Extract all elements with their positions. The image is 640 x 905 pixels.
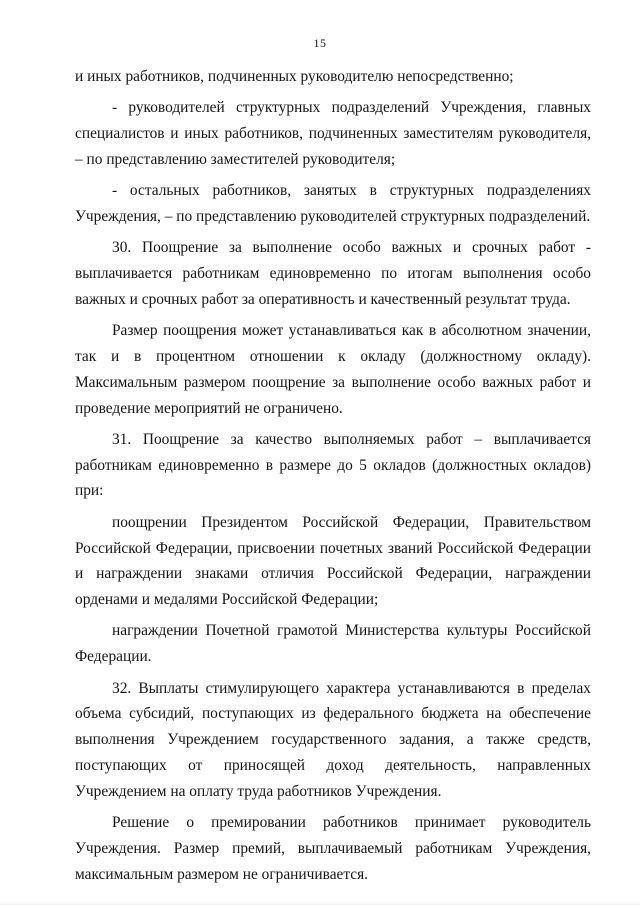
document-body — [75, 64, 591, 893]
paragraph-clause-30: 30. Поощрение за выполнение особо важных и срочных работ - выплачивается работникам единовременно по итогам выполнения особо важных и срочных работ за оперативность и качественный результат труда. — [75, 239, 591, 308]
paragraph-list-item-other-workers: - остальных работников, занятых в структурных подразделениях Учреждения, – по представлению руководителей структурных подразделений. — [75, 182, 591, 225]
paragraph-state-awards: поощрении Президентом Российской Федерации, Правительством Российской Федерации, присвоении почетных званий Российской Федерации и награждении знаками отличия Российской Федерации, награждении орденами и медалями Российской Федерации; — [75, 513, 591, 609]
paragraph-continuation: и иных работников, подчиненных руководителю непосредственно; — [75, 68, 514, 85]
page-number: 15 — [313, 36, 327, 50]
paragraph-clause-32: 32. Выплаты стимулирующего характера устанавливаются в пределах объема субсидий, поступающих из федерального бюджета на обеспечение выполнения Учреждением государственного задания, а также средств, поступающих от приносящей доход деятельность, направленных Учреждением на оплату труда работников Учреждения. — [75, 679, 591, 800]
scan-edge-shadow — [0, 901, 640, 905]
paragraph-clause-31: 31. Поощрение за качество выполняемых работ – выплачивается работникам единовременно в размере до 5 окладов (должностных окладов) при: — [75, 430, 591, 500]
paragraph-ministry-diploma: награждении Почетной грамотой Министерства культуры Российской Федерации. — [75, 622, 591, 666]
paragraph-list-item-structural-heads: - руководителей структурных подразделений Учреждения, главных специалистов и иных работников, подчиненных заместителям руководителя, – по представлению заместителей руководителя; — [75, 99, 591, 168]
paragraph-bonus-size: Размер поощрения может устанавливаться как в абсолютном значении, так и в процентном отношении к окладу (должностному окладу). Максимальным размером поощрение за выполнение особо важных работ и проведение мероприятий не ограничено. — [75, 322, 591, 417]
paragraph-bonus-decision: Решение о премировании работников принимает руководитель Учреждения. Размер премий, выплачиваемый работникам Учреждения, максимальным размером не ограничивается. — [75, 814, 591, 883]
